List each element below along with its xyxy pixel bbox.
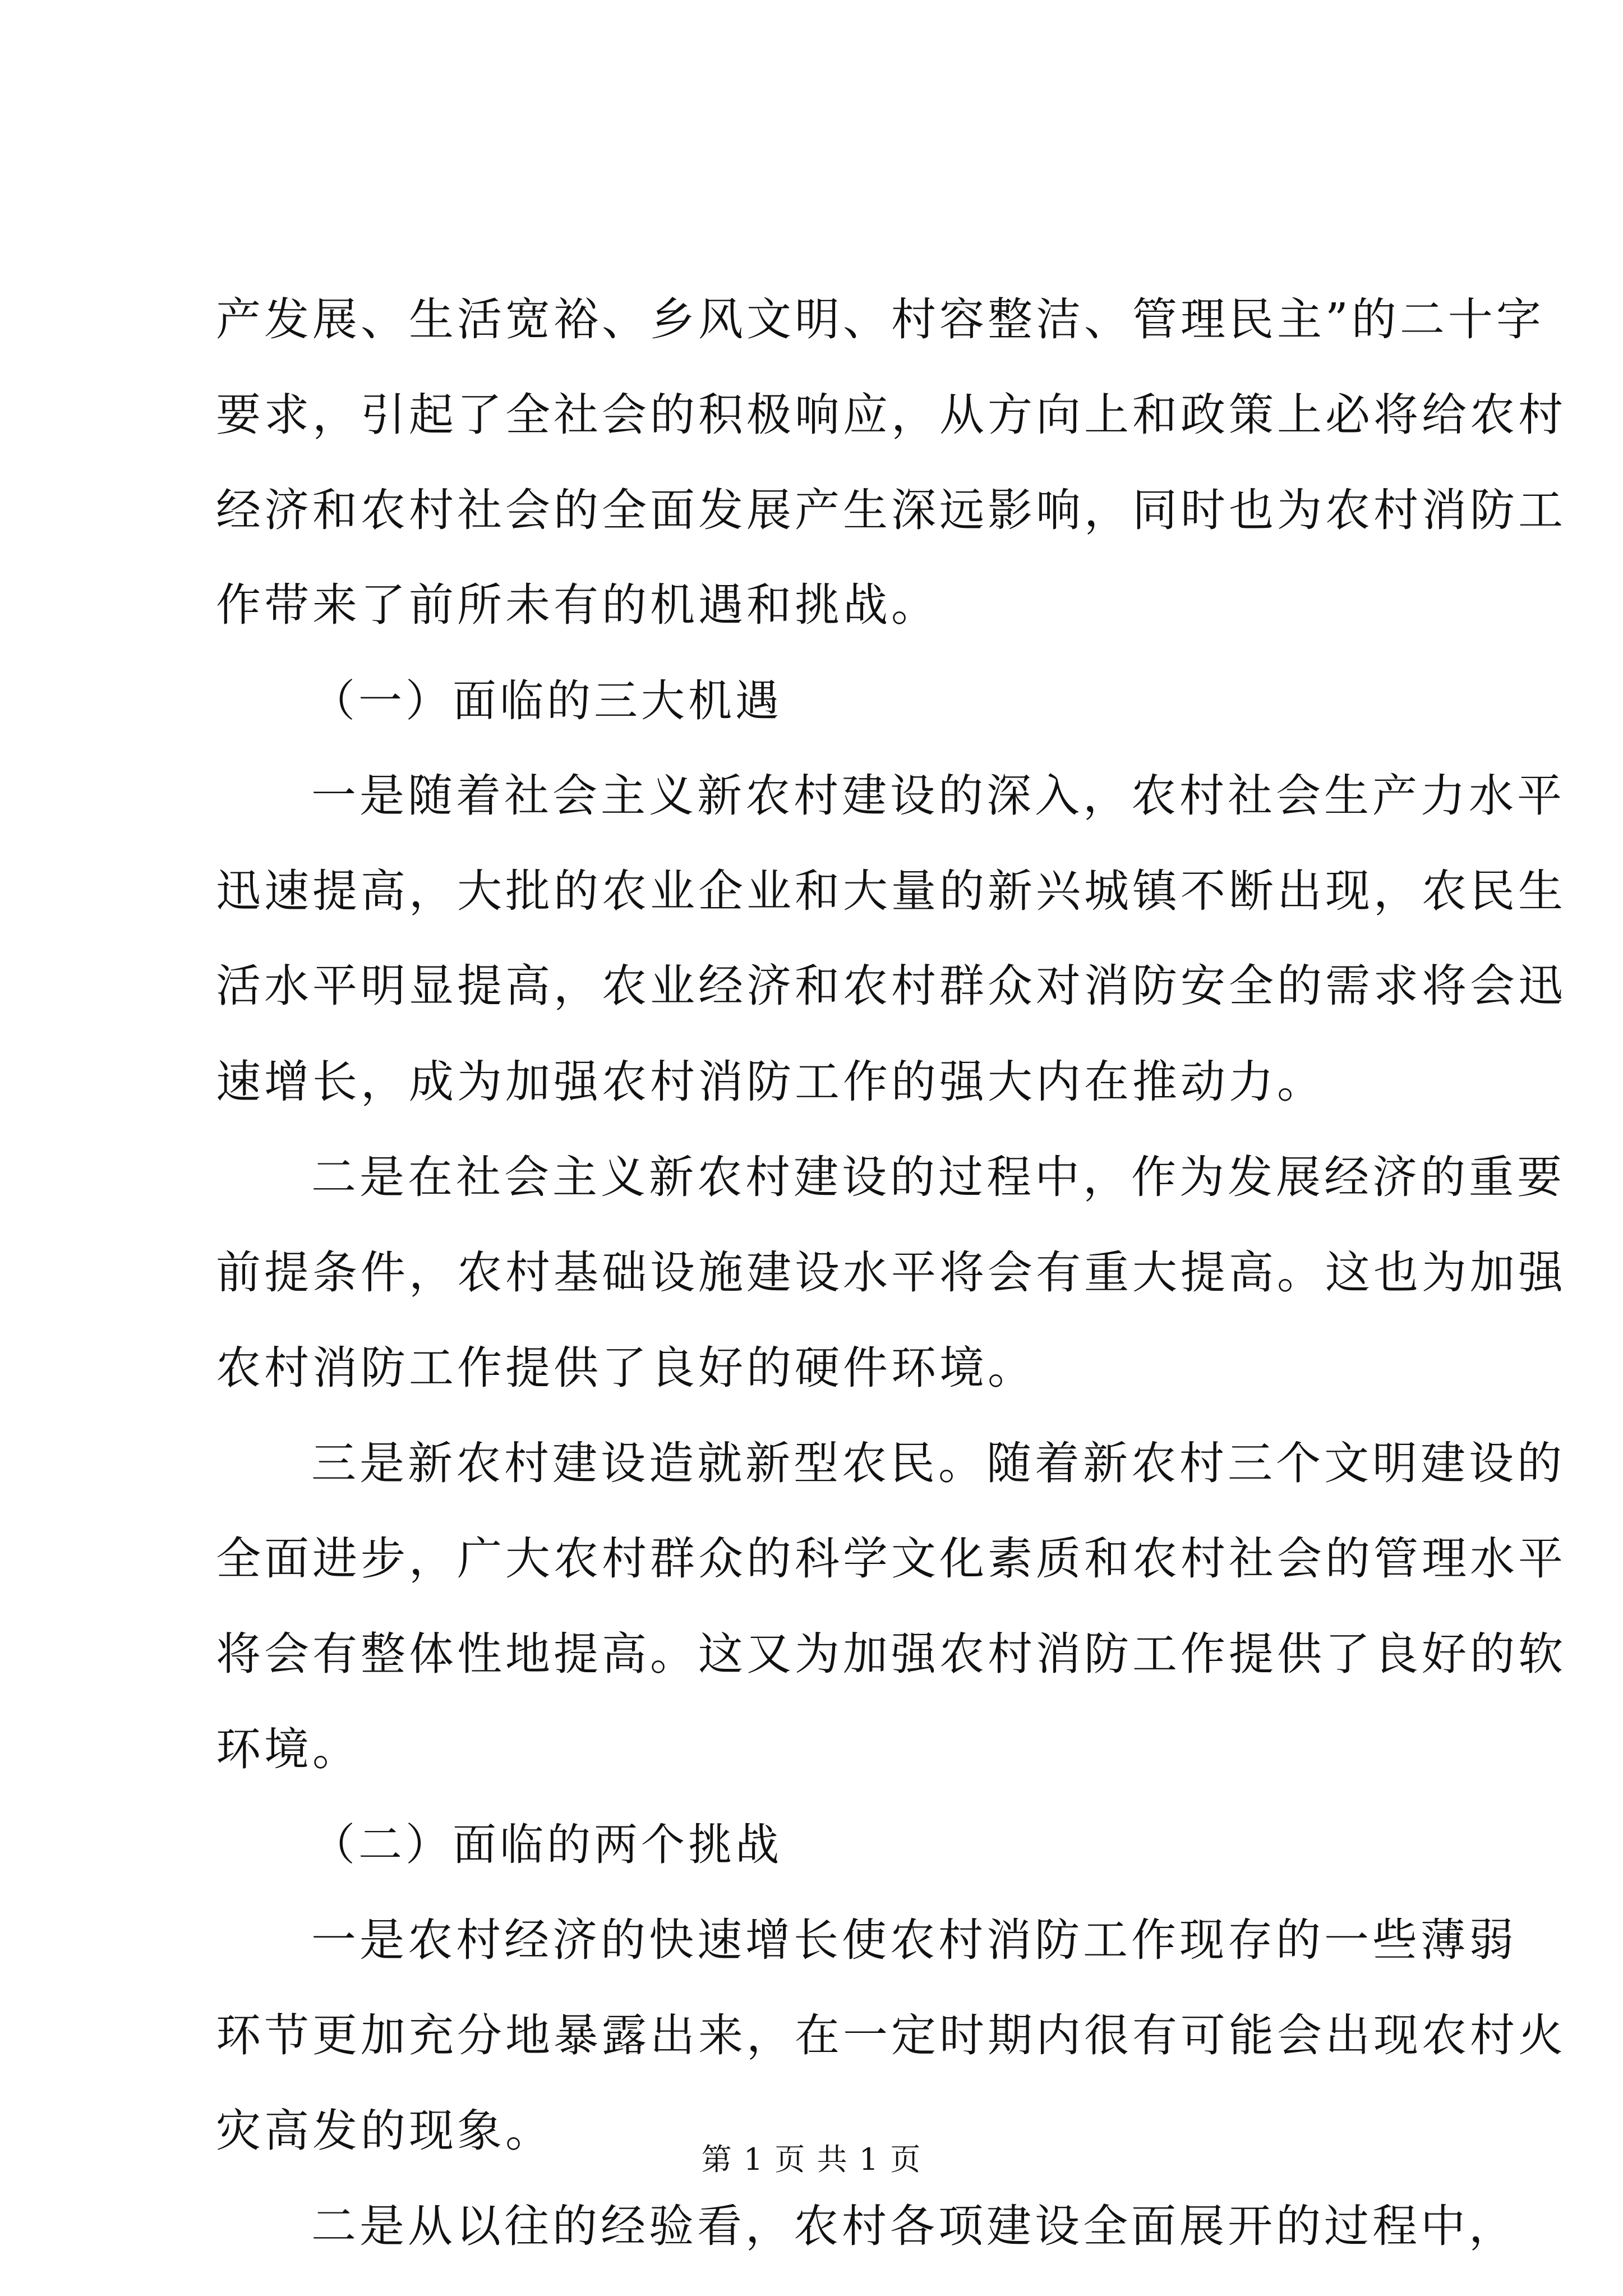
paragraph-line: 环节更加充分地暴露出来，在一定时期内很有可能会出现农村火 [216, 2009, 1566, 2062]
paragraph-line: 将会有整体性地提高。这又为加强农村消防工作提供了良好的软 [216, 1628, 1566, 1680]
paragraph-line: 迅速提高，大批的农业企业和大量的新兴城镇不断出现，农民生 [216, 865, 1566, 917]
paragraph-line: 要求，引起了全社会的积极响应，从方向上和政策上必将给农村 [216, 389, 1566, 441]
section-heading: （一）面临的三大机遇 [311, 676, 783, 726]
paragraph-line: 一是农村经济的快速增长使农村消防工作现存的一些薄弱 [311, 1914, 1517, 1966]
paragraph-line: 三是新农村建设造就新型农民。随着新农村三个文明建设的 [311, 1437, 1565, 1489]
paragraph-line: 产发展、生活宽裕、乡风文明、村容整洁、管理民主”的二十字 [216, 293, 1544, 346]
paragraph-line: 灾高发的现象。 [216, 2105, 554, 2157]
paragraph-line: 速增长，成为加强农村消防工作的强大内在推动力。 [216, 1056, 1325, 1108]
paragraph-line: 全面进步，广大农村群众的科学文化素质和农村社会的管理水平 [216, 1533, 1566, 1585]
paragraph-line: 农村消防工作提供了良好的硬件环境。 [216, 1342, 1036, 1394]
section-heading: （二）面临的两个挑战 [311, 1820, 783, 1870]
page-footer: 第 1 页 共 1 页 [701, 2142, 922, 2177]
paragraph-line: 经济和农村社会的全面发展产生深远影响，同时也为农村消防工 [216, 484, 1566, 536]
paragraph-line: 前提条件，农村基础设施建设水平将会有重大提高。这也为加强 [216, 1246, 1566, 1299]
paragraph-line: 二是在社会主义新农村建设的过程中，作为发展经济的重要 [311, 1151, 1565, 1203]
paragraph-line: 二是从以往的经验看，农村各项建设全面展开的过程中， [311, 2200, 1517, 2252]
paragraph-line: 活水平明显提高，农业经济和农村群众对消防安全的需求将会迅 [216, 960, 1566, 1012]
paragraph-line: 一是随着社会主义新农村建设的深入，农村社会生产力水平 [311, 770, 1565, 822]
paragraph-line: 环境。 [216, 1723, 361, 1775]
paragraph-line: 作带来了前所未有的机遇和挑战。 [216, 579, 939, 631]
